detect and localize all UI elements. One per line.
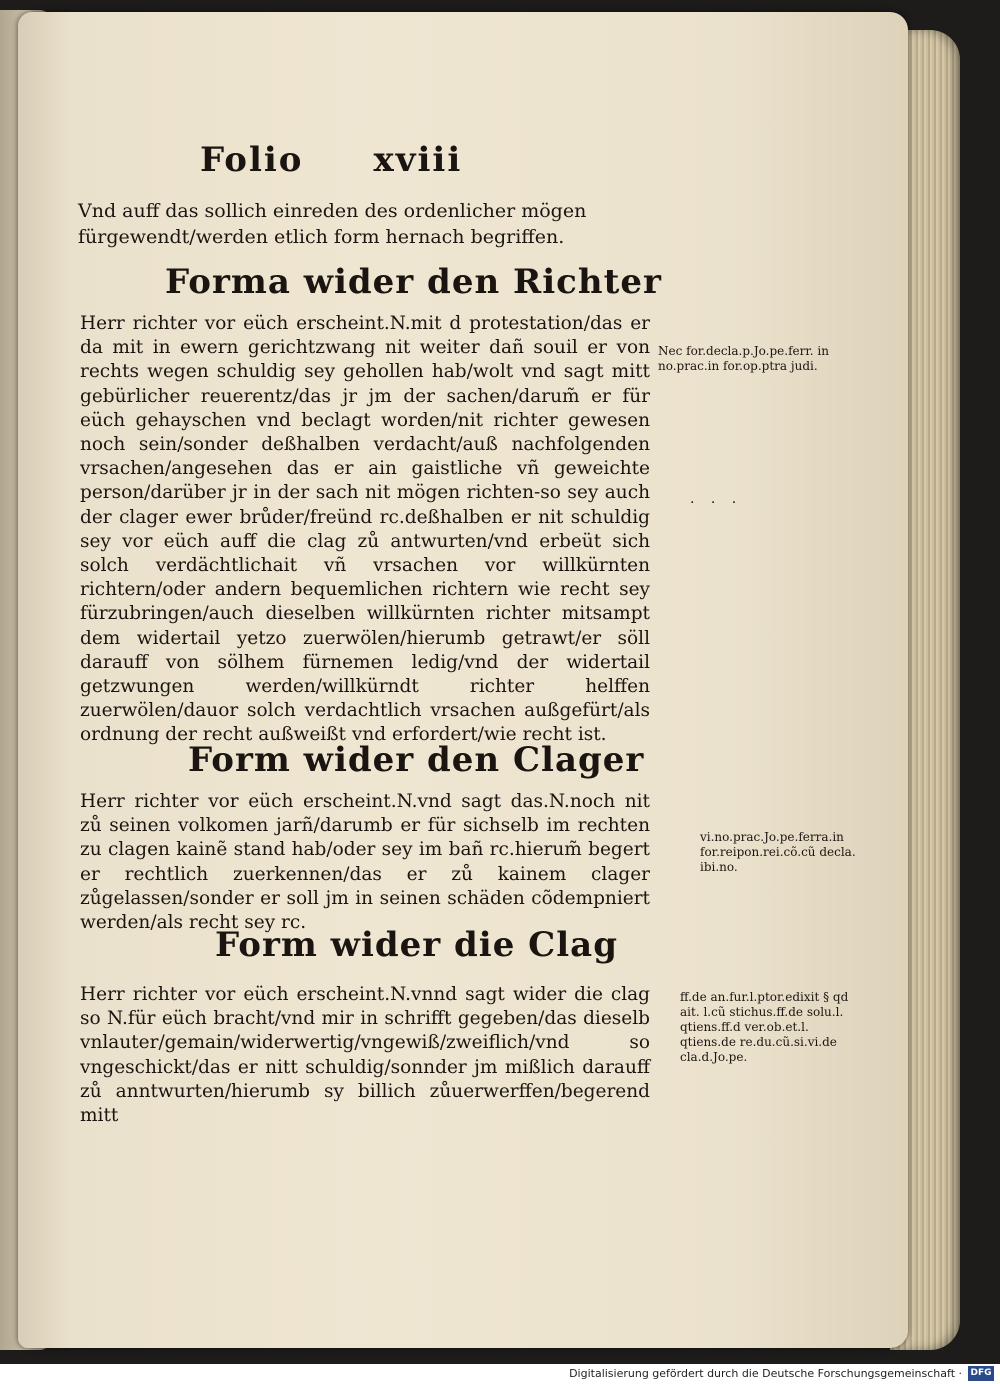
funding-credit: Digitalisierung gefördert durch die Deutsche Forschungsgemeinschaft ·: [569, 1367, 962, 1380]
section-text-richter: Herr richter vor eüch erscheint.N.mit d protestation/das er da mit in ewern gerichtzwang nit weiter dañ souil er von rechts wegen schuldig sey gehollen hab/wolt vnd sagt mitt gebürlicher reuerentz/das jr jm der sachen/darum̃ er für eüch gehayschen vnd beclagt worden/nit richter gewesen noch sein/sonder deßhalben verdacht/auß nachfolgenden vrsachen/angesehen das er ain gaistliche vñ geweichte person/darüber jr in der sach nit mögen richten-so sey auch der clager ewer brůder/freünd rc.deßhalben er nit schuldig sey vor eüch auff die clag zů antwurten/vnd erbeüt sich solch verdächtlichait vñ vrsachen vor willkürnten richtern/oder andern bequemlichen richtern wie recht sey fürzubringen/auch dieselben willkürnten richter mitsampt dem widertail yetzo zuerwölen/hierumb getrawt/er söll darauff von sölhem fürnemen ledig/vnd der widertail getzwungen werden/willkürndt richter helffen zuerwölen/dauor solch verdachtlich vrsachen außgefürt/als ordnung der recht außweißt vnd erfordert/wie recht ist.: [80, 313, 650, 746]
folio-header: [200, 140, 462, 180]
section-text-clag: Herr richter vor eüch erscheint.N.vnnd sagt wider die clag so N.für eüch bracht/vnd mir in schrifft gegeben/das dieselb vnlauter/gemain/widerwertig/vngewiß/zweiflich/vnd so vngeschickt/das er nitt schuldig/sonnder jm mißlich darauff zů anntwurten/hierumb sy billich zůuerwerffen/begerend mitt: [80, 984, 650, 1127]
section-heading-richter: Forma wider den Richter: [165, 262, 662, 302]
margin-note-clager: vi.no.prac.Jo.pe.ferra.in for.reipon.rei.cõ.cũ decla. ibi.no.: [700, 830, 856, 874]
margin-note-clag: ff.de an.fur.l.ptor.edixit § qd ait. l.cũ stichus.ff.de solu.l. qtiens.ff.d ver.ob.et.l. qtiens.de re.du.cũ.si.vi.de cla.d.Jo.pe.: [680, 990, 849, 1064]
footer-bar: [0, 1364, 1000, 1384]
folio-label: Folio: [200, 140, 304, 180]
ink-specks: · · ·: [690, 495, 743, 511]
dfg-logo-icon: DFG: [968, 1366, 994, 1381]
intro-text: Vnd auff das sollich einreden des ordenlicher mögen fürgewendt/werden etlich form hernach begriffen.: [78, 200, 587, 248]
margin-note-richter: Nec for.decla.p.Jo.pe.ferr. in no.prac.in for.op.ptra judi.: [658, 344, 829, 373]
section-heading-clager: Form wider den Clager: [188, 740, 645, 780]
section-heading-clag: Form wider die Clag: [215, 925, 618, 965]
folio-number: xviii: [373, 140, 463, 180]
section-text-clager: Herr richter vor eüch erscheint.N.vnd sagt das.N.noch nit zů seinen volkomen jarñ/darumb er für sichselb im rechten zu clagen kainẽ stand hab/oder sey im bañ rc.hierum̃ begert er rechtlich zuerkennen/das er zů kainem clager zůgelassen/sonder er soll jm in seinen schäden cõdempniert werden/als recht sey rc.: [80, 791, 650, 934]
